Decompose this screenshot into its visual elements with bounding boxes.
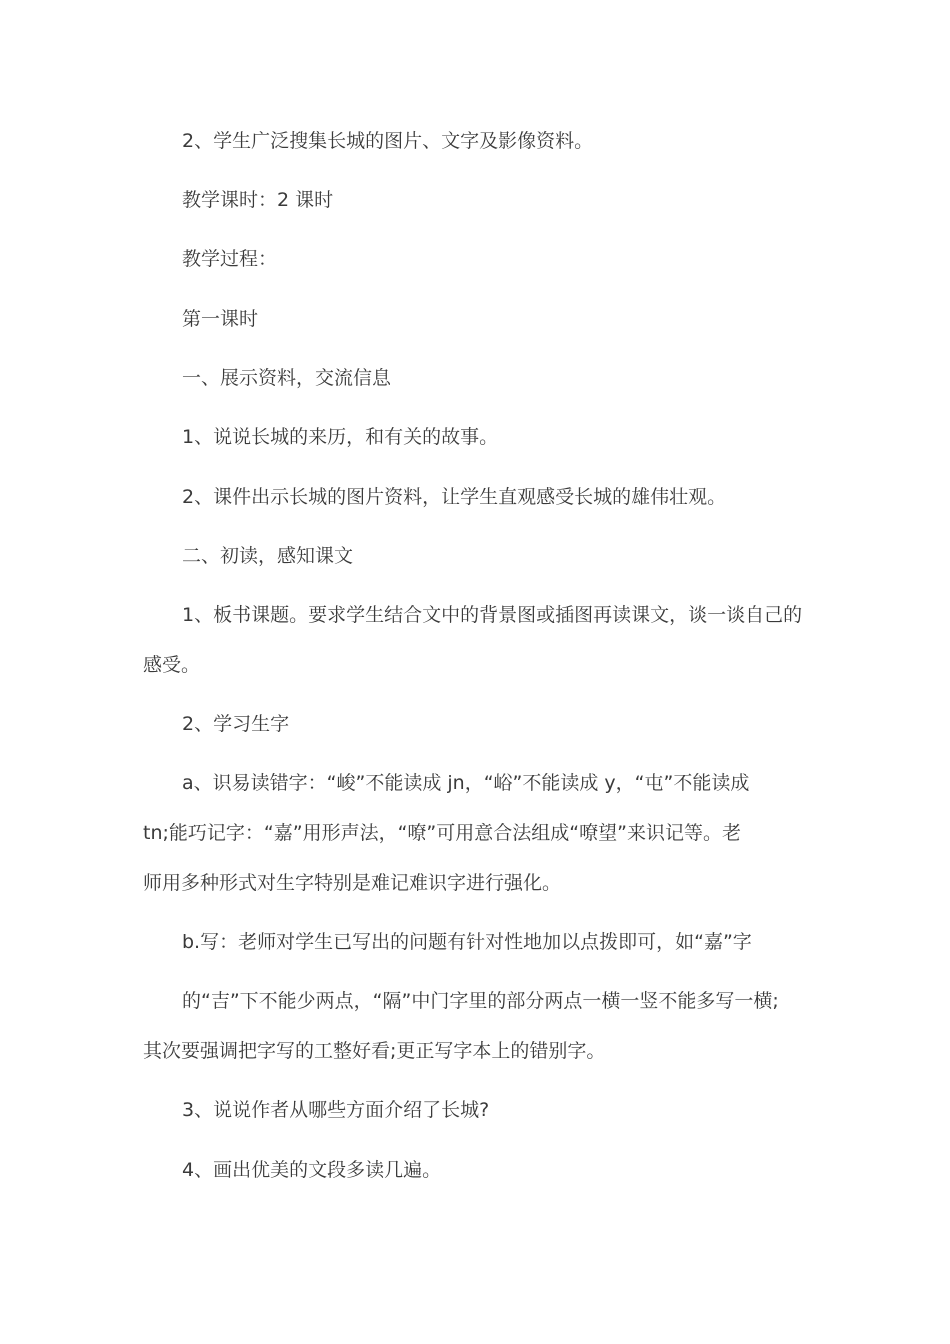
text-line: 二、初读，感知课文 xyxy=(182,545,354,567)
text-line: 师用多种形式对生字特别是难记难识字进行强化。 xyxy=(143,872,562,894)
text-line: 第一课时 xyxy=(182,308,259,330)
text-line: 感受。 xyxy=(143,654,201,676)
text-line: a、识易读错字：“峻”不能读成 jn，“峪”不能读成 y，“屯”不能读成 xyxy=(182,772,750,794)
text-line: 教学课时：2 课时 xyxy=(182,189,334,211)
text-line: 1、说说长城的来历，和有关的故事。 xyxy=(182,426,499,448)
text-line: 的“吉”下不能少两点，“隔”中门字里的部分两点一横一竖不能多写一横; xyxy=(182,990,779,1012)
text-line: b.写：老师对学生已写出的问题有针对性地加以点拨即可，如“嘉”字 xyxy=(182,931,752,953)
text-line: 4、画出优美的文段多读几遍。 xyxy=(182,1159,442,1181)
text-line: 1、板书课题。要求学生结合文中的背景图或插图再读课文，谈一谈自己的 xyxy=(182,604,803,626)
text-line: 2、学生广泛搜集长城的图片、文字及影像资料。 xyxy=(182,130,594,152)
text-line: 其次要强调把字写的工整好看;更正写字本上的错别字。 xyxy=(143,1040,606,1062)
text-line: 3、说说作者从哪些方面介绍了长城? xyxy=(182,1099,490,1121)
text-line: 教学过程： xyxy=(182,248,278,270)
text-line: 一、展示资料，交流信息 xyxy=(182,367,392,389)
text-line: 2、课件出示长城的图片资料，让学生直观感受长城的雄伟壮观。 xyxy=(182,486,727,508)
text-line: 2、学习生字 xyxy=(182,713,290,735)
text-line: tn;能巧记字：“嘉”用形声法，“嘹”可用意合法组成“嘹望”来识记等。老 xyxy=(143,822,741,844)
